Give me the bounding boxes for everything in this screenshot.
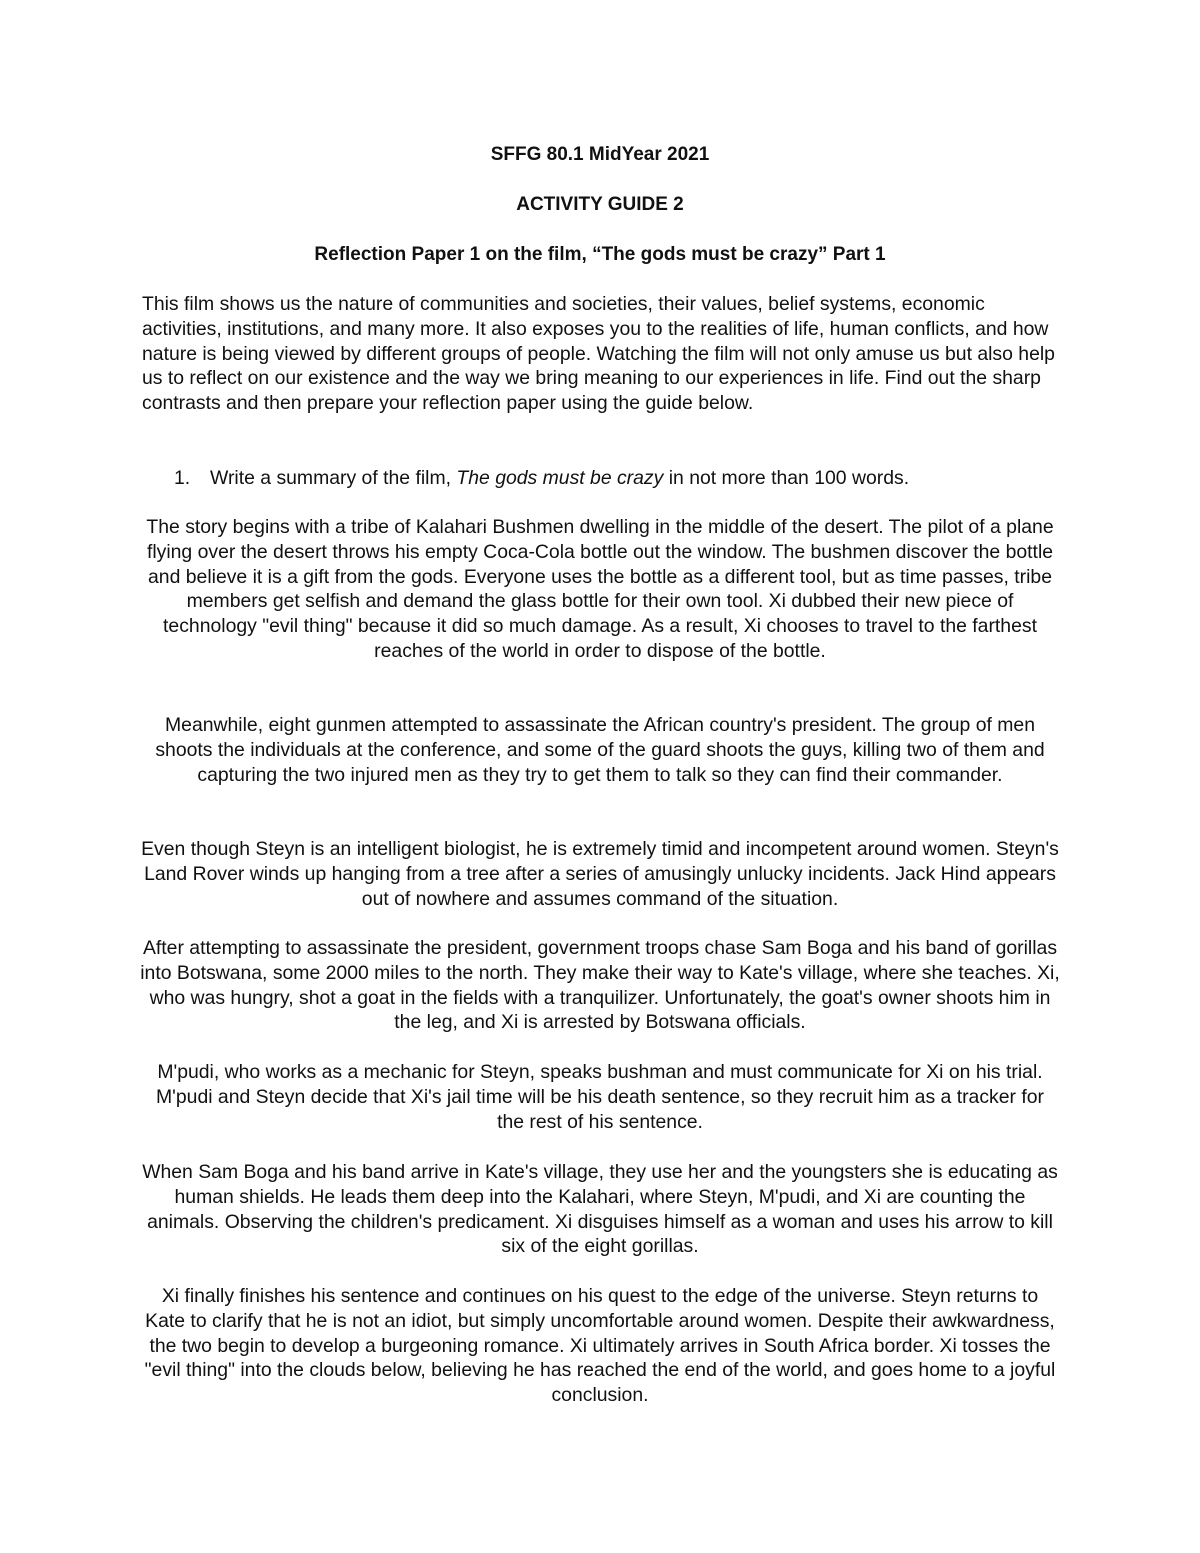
film-title: The gods must be crazy: [456, 467, 664, 489]
question-1: [174, 466, 1054, 491]
summary-paragraph-1: The story begins with a tribe of Kalahari Bushmen dwelling in the middle of the desert. The pilot of a plane flying over the desert throws his empty Coca-Cola bottle out the window. The bushmen discover the bottle and believe it is a gift from the gods. Everyone uses the bottle as a different tool, but as time passes, tribe members get selfish and demand the glass bottle for their own tool. Xi dubbed their new piece of technology "evil thing" because it did so much damage. As a result, Xi chooses to travel to the farthest reaches of the world in order to dispose of the bottle.: [146, 516, 1054, 662]
question-prefix: Write a summary of the film,: [210, 467, 457, 489]
summary-paragraph-4: After attempting to assassinate the president, government troops chase Sam Boga and his band of gorillas into Botswana, some 2000 miles to the north. They make their way to Kate's village, where she teaches. Xi, who was hungry, shot a goat in the fields with a tranquilizer. Unfortunately, the goat's owner shoots him in the leg, and Xi is arrested by Botswana officials.: [140, 937, 1060, 1034]
activity-title: ACTIVITY GUIDE 2: [516, 194, 684, 215]
summary-paragraph-3: Even though Steyn is an intelligent biologist, he is extremely timid and incompetent around women. Steyn's Land Rover winds up hanging from a tree after a series of amusingly unlucky incidents. Jack Hind appears out of nowhere and assumes command of the situation.: [141, 838, 1059, 910]
reflection-title: Reflection Paper 1 on the film, “The gods must be crazy” Part 1: [314, 244, 886, 265]
summary-paragraph-6: When Sam Boga and his band arrive in Kate's village, they use her and the youngsters she is educating as human shields. He leads them deep into the Kalahari, where Steyn, M'pudi, and Xi are counting the animals. Observing the children's predicament. Xi disguises himself as a woman and uses his arrow to kill six of the eight gorillas.: [142, 1161, 1058, 1258]
question-number: 1.: [174, 467, 191, 489]
summary-paragraph-5: M'pudi, who works as a mechanic for Steyn, speaks bushman and must communicate for Xi on his trial. M'pudi and Steyn decide that Xi's jail time will be his death sentence, so they recruit him as a tracker for the rest of his sentence.: [156, 1061, 1044, 1133]
intro-paragraph: This film shows us the nature of communities and societies, their values, belief systems, economic activities, institutions, and many more. It also exposes you to the realities of life, human conflicts, and how nature is being viewed by different groups of people. Watching the film will not only amuse us but also help us to reflect on our existence and the way we bring meaning to our experiences in life. Find out the sharp contrasts and then prepare your reflection paper using the guide below.: [142, 293, 1055, 415]
course-title: SFFG 80.1 MidYear 2021: [490, 144, 710, 165]
summary-paragraph-7: Xi finally finishes his sentence and continues on his quest to the edge of the universe. Steyn returns to Kate to clarify that he is not an idiot, but simply uncomfortable around women. Despite their awkwardness, the two begin to develop a burgeoning romance. Xi ultimately arrives in South Africa border. Xi tosses the "evil thing" into the clouds below, believing he has reached the end of the world, and goes home to a joyful conclusion.: [144, 1285, 1056, 1407]
summary-paragraph-2: Meanwhile, eight gunmen attempted to assassinate the African country's president. The group of men shoots the individuals at the conference, and some of the guard shoots the guys, killing two of them and capturing the two injured men as they try to get them to talk so they can find their commander.: [155, 714, 1045, 786]
question-suffix: in not more than 100 words.: [663, 467, 910, 489]
